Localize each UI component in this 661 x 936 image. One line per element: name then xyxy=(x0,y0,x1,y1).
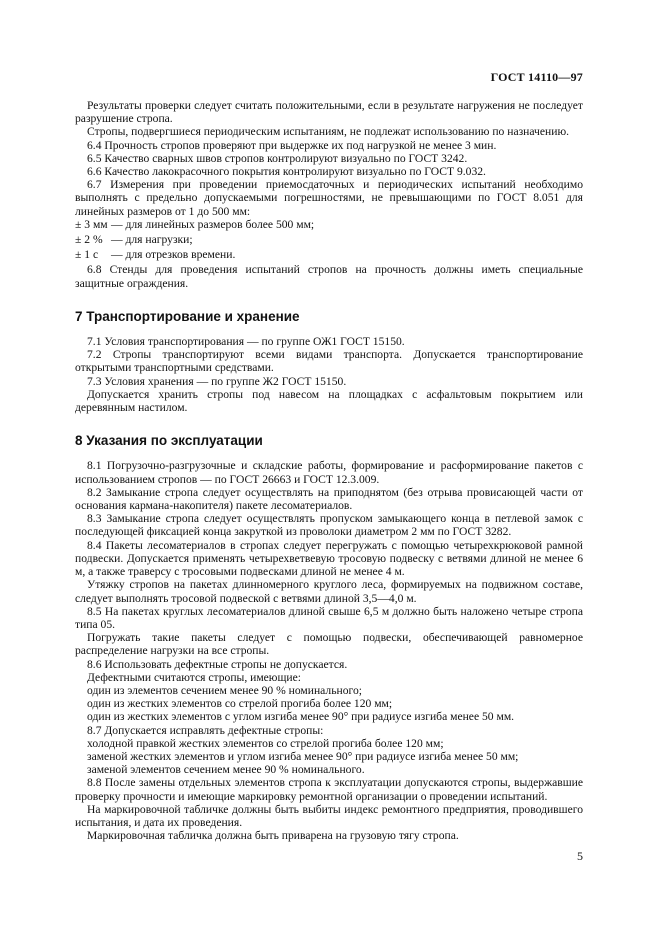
paragraph-7-3-storage: Допускается хранить стропы под навесом на площадках с асфальтовым покрытием или деревянным настилом. xyxy=(75,387,583,415)
paragraph-8-8-welding: Маркировочная табличка должна быть приварена на грузовую тягу стропа. xyxy=(87,829,459,843)
paragraph-8-8-plate: На маркировочной табличке должны быть выбиты индекс ремонтного предприятия, проводившего испытания, и дата их проведения. xyxy=(75,802,583,829)
paragraph-7-2: 7.2 Стропы транспортируют всеми видами транспорта. Допускается транспортирование открытыми транспортными средствами. xyxy=(75,348,583,375)
document-code-header: ГОСТ 14110—97 xyxy=(490,70,583,84)
tolerance-symbol: ± 3 мм xyxy=(75,217,108,231)
paragraph-8-8: 8.8 После замены отдельных элементов стропа к эксплуатации допускаются стропы, выдержавшие проверку прочности и имеющие маркировку ремонтной организации о проведении испытаний. xyxy=(75,776,583,803)
paragraph-7-3: 7.3 Условия хранения — по группе Ж2 ГОСТ 15150. xyxy=(87,374,347,388)
paragraph-8-6-defective: Дефектными считаются стропы, имеющие: xyxy=(87,670,301,684)
paragraph-8-1: 8.1 Погрузочно-разгрузочные и складские работы, формирование и расформирование пакетов с использованием стропов — по ГОСТ 26663 и ГОСТ 12.3.009. xyxy=(75,459,583,486)
tolerance-text: — для нагрузки; xyxy=(111,233,193,247)
paragraph-8-6: 8.6 Использовать дефектные стропы не допускается. xyxy=(87,657,348,671)
paragraph-8-7: 8.7 Допускается исправлять дефектные стропы: xyxy=(87,723,324,737)
paragraph-6-7: 6.7 Измерения при проведении приемосдаточных и периодических испытаний необходимо выполнять с предельно допускаемыми погрешностями, не превышающими по ГОСТ 8.051 для линейных размеров от 1 до 500 мм: xyxy=(75,178,583,218)
section-8-heading: 8 Указания по эксплуатации xyxy=(75,433,263,449)
paragraph-8-5-loading: Погружать такие пакеты следует с помощью подвески, обеспечивающей равномерное распределение нагрузки на все стропы. xyxy=(75,631,583,658)
defect-item: один из жестких элементов с углом изгиба менее 90° при радиусе изгиба менее 50 мм. xyxy=(87,710,515,724)
paragraph-7-1: 7.1 Условия транспортирования — по группе ОЖ1 ГОСТ 15150. xyxy=(87,335,405,349)
section-7-heading: 7 Транспортирование и хранение xyxy=(75,308,300,324)
tolerance-symbol: ± 2 % xyxy=(75,233,103,247)
tolerance-text: — для отрезков времени. xyxy=(111,248,236,262)
repair-item: заменой жестких элементов и углом изгиба менее 90° при радиусе изгиба менее 50 мм; xyxy=(87,749,519,763)
tolerance-text: — для линейных размеров более 500 мм; xyxy=(111,217,315,231)
paragraph-8-4-tightening: Утяжку стропов на пакетах длинномерного круглого леса, формируемых на подвижном составе, следует выполнять тросовой подвеской с ветвями длиной 3,5—4,0 м. xyxy=(75,578,583,605)
tolerance-load xyxy=(75,233,583,246)
paragraph-6-5: 6.5 Качество сварных швов стропов контролируют визуально по ГОСТ 3242. xyxy=(87,151,468,165)
defect-item: один из жестких элементов со стрелой прогиба более 120 мм; xyxy=(87,697,393,711)
defect-item: один из элементов сечением менее 90 % номинального; xyxy=(87,683,362,697)
tolerance-length xyxy=(75,218,583,231)
tolerance-symbol: ± 1 с xyxy=(75,248,99,262)
paragraph-6-4: 6.4 Прочность стропов проверяют при выдержке их под нагрузкой не менее 3 мин. xyxy=(87,138,497,152)
paragraph-results: Результаты проверки следует считать положительными, если в результате нагружения не последует разрушение стропа. xyxy=(75,99,583,126)
tolerance-time xyxy=(75,248,583,261)
page-number: 5 xyxy=(577,849,583,863)
repair-item: холодной правкой жестких элементов со стрелой прогиба более 120 мм; xyxy=(87,736,444,750)
paragraph-8-2: 8.2 Замыкание стропа следует осуществлять на приподнятом (без отрыва провисающей части от основания кармана-накопителя) пакете лесоматериалов. xyxy=(75,485,583,513)
paragraph-8-3: 8.3 Замыкание стропа следует осуществлять пропуском замыкающего конца в петлевой замок с последующей фиксацией конца закруткой из проволоки диаметром 2 мм по ГОСТ 3282. xyxy=(75,512,583,539)
paragraph-periodic: Стропы, подвергшиеся периодическим испытаниям, не подлежат использованию по назначению. xyxy=(87,125,570,139)
paragraph-6-8: 6.8 Стенды для проведения испытаний стропов на прочность должны иметь специальные защитные ограждения. xyxy=(75,263,583,290)
repair-item: заменой элементов сечением менее 90 % номинального. xyxy=(87,763,365,777)
paragraph-6-6: 6.6 Качество лакокрасочного покрытия контролируют визуально по ГОСТ 9.032. xyxy=(87,165,486,179)
paragraph-8-4: 8.4 Пакеты лесоматериалов в стропах следует перегружать с помощью четырехкрюковой рамной подвески. Допускается применять четырехветвевую тросовую подвеску с ветвями длиной не менее 6 м, а также траверсу с тросовыми подвесками длиной не менее 4 м. xyxy=(75,538,583,579)
paragraph-8-5: 8.5 На пакетах круглых лесоматериалов длиной свыше 6,5 м должно быть наложено четыре стропа типа 05. xyxy=(75,604,583,631)
page-body xyxy=(75,99,583,842)
